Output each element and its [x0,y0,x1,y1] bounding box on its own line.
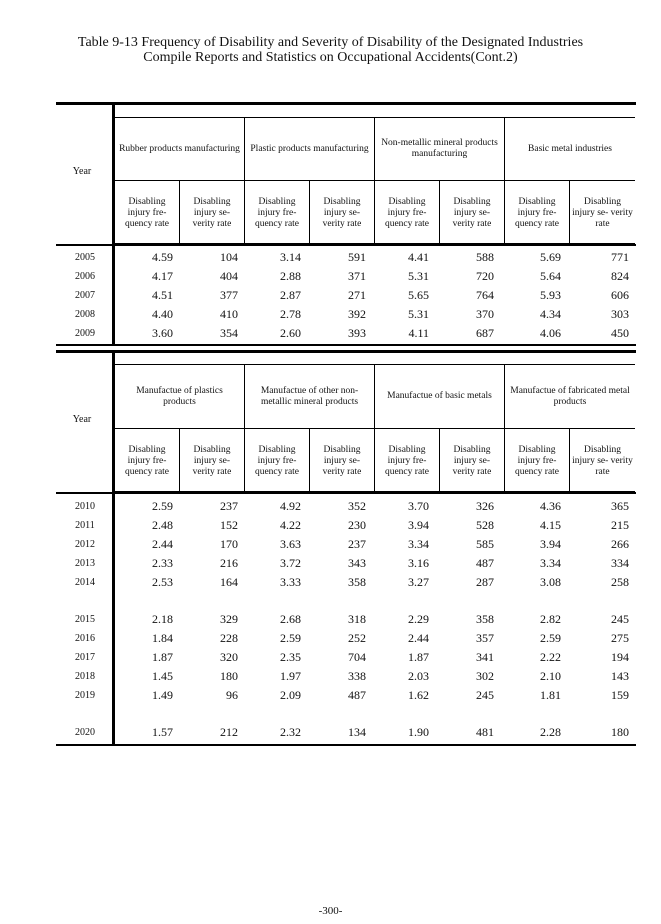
table-row [56,267,636,286]
frequency-rate-cell: 1.45 [152,669,173,683]
frequency-rate-cell: 3.94 [540,537,561,551]
severity-rate-cell: 104 [220,250,238,264]
frequency-rate-cell: 2.32 [280,725,301,739]
frequency-rate-cell: 2.28 [540,725,561,739]
frequency-rate-cell: 1.81 [540,688,561,702]
frequency-rate-cell: 4.36 [540,499,561,513]
header-rule [56,244,636,246]
severity-rate-cell: 245 [611,612,629,626]
frequency-rate-cell: 5.93 [540,288,561,302]
severity-rate-cell: 450 [611,326,629,340]
frequency-rate-cell: 2.53 [152,575,173,589]
year-cell: 2008 [75,309,95,320]
frequency-rate-cell: 2.68 [280,612,301,626]
frequency-rate-cell: 5.65 [408,288,429,302]
severity-rate-cell: 96 [226,688,238,702]
year-header: Year [72,166,92,177]
sev-header: Disabling injury se- verity rate [180,429,245,493]
frequency-rate-cell: 1.87 [408,650,429,664]
table-row [56,629,636,648]
year-cell: 2009 [75,328,95,339]
frequency-rate-cell: 3.60 [152,326,173,340]
table-row [56,648,636,667]
top-rule [56,102,636,105]
severity-rate-cell: 343 [348,556,366,570]
freq-header: Disabling injury fre- quency rate [115,181,180,245]
frequency-rate-cell: 3.33 [280,575,301,589]
frequency-rate-cell: 3.16 [408,556,429,570]
year-cell: 2012 [75,539,95,550]
frequency-rate-cell: 2.29 [408,612,429,626]
frequency-rate-cell: 2.22 [540,650,561,664]
year-cell: 2007 [75,290,95,301]
severity-rate-cell: 358 [348,575,366,589]
frequency-rate-cell: 2.44 [408,631,429,645]
severity-rate-cell: 357 [476,631,494,645]
frequency-rate-cell: 1.97 [280,669,301,683]
frequency-rate-cell: 2.18 [152,612,173,626]
frequency-rate-cell: 3.08 [540,575,561,589]
frequency-rate-cell: 2.59 [540,631,561,645]
frequency-rate-cell: 4.15 [540,518,561,532]
year-cell: 2019 [75,690,95,701]
frequency-rate-cell: 3.70 [408,499,429,513]
table-row [56,686,636,705]
table-row [56,535,636,554]
group-header: Basic metal industries [505,118,635,181]
severity-rate-cell: 215 [611,518,629,532]
group-header: Manufactue of fabricated metal products [505,365,635,429]
table-row [56,286,636,305]
severity-rate-cell: 194 [611,650,629,664]
severity-rate-cell: 687 [476,326,494,340]
group-header: Non-metallic mineral products manufacturing [375,118,505,181]
frequency-rate-cell: 3.27 [408,575,429,589]
frequency-rate-cell: 5.31 [408,269,429,283]
frequency-rate-cell: 2.60 [280,326,301,340]
severity-rate-cell: 487 [348,688,366,702]
sev-header: Disabling injury se- verity rate [180,181,245,245]
severity-rate-cell: 606 [611,288,629,302]
sev-header: Disabling injury se- verity rate [572,444,633,477]
sev-header: Disabling injury se- verity rate [440,181,505,245]
severity-rate-cell: 180 [611,725,629,739]
frequency-rate-cell: 5.31 [408,307,429,321]
group-header: Manufactue of plastics products [115,365,245,429]
frequency-rate-cell: 2.03 [408,669,429,683]
freq-header: Disabling injury fre- quency rate [115,429,180,493]
table-row [56,667,636,686]
year-cell: 2015 [75,614,95,625]
year-cell: 2020 [75,727,95,738]
frequency-rate-cell: 2.82 [540,612,561,626]
sev-header: Disabling injury se- verity rate [440,429,505,493]
severity-rate-cell: 764 [476,288,494,302]
severity-rate-cell: 370 [476,307,494,321]
year-header-2: Year [72,414,92,425]
sev-header: Disabling injury se- verity rate [310,429,375,493]
severity-rate-cell: 164 [220,575,238,589]
severity-rate-cell: 320 [220,650,238,664]
table-row [56,610,636,629]
group-header: Manufactue of basic metals [375,365,505,429]
severity-rate-cell: 326 [476,499,494,513]
severity-rate-cell: 170 [220,537,238,551]
frequency-rate-cell: 4.11 [408,326,429,340]
severity-rate-cell: 237 [348,537,366,551]
severity-rate-cell: 588 [476,250,494,264]
severity-rate-cell: 341 [476,650,494,664]
frequency-rate-cell: 1.57 [152,725,173,739]
severity-rate-cell: 143 [611,669,629,683]
severity-rate-cell: 358 [476,612,494,626]
severity-rate-cell: 252 [348,631,366,645]
frequency-rate-cell: 4.92 [280,499,301,513]
year-cell: 2018 [75,671,95,682]
severity-rate-cell: 352 [348,499,366,513]
frequency-rate-cell: 1.90 [408,725,429,739]
frequency-rate-cell: 3.63 [280,537,301,551]
year-cell: 2010 [75,501,95,512]
severity-rate-cell: 585 [476,537,494,551]
severity-rate-cell: 720 [476,269,494,283]
severity-rate-cell: 271 [348,288,366,302]
frequency-rate-cell: 2.09 [280,688,301,702]
severity-rate-cell: 230 [348,518,366,532]
year-cell: 2006 [75,271,95,282]
year-cell: 2017 [75,652,95,663]
table-title-line2: Compile Reports and Statistics on Occupational Accidents(Cont.2) [143,50,518,65]
severity-rate-cell: 771 [611,250,629,264]
frequency-rate-cell: 1.84 [152,631,173,645]
severity-rate-cell: 365 [611,499,629,513]
severity-rate-cell: 481 [476,725,494,739]
severity-rate-cell: 591 [348,250,366,264]
table-row [56,305,636,324]
frequency-rate-cell: 2.87 [280,288,301,302]
table-row [56,248,636,267]
sev-header: Disabling injury se- verity rate [310,181,375,245]
severity-rate-cell: 704 [348,650,366,664]
frequency-rate-cell: 2.59 [280,631,301,645]
year-cell: 2011 [75,520,95,531]
table2-body [56,497,636,742]
table-row [56,554,636,573]
severity-rate-cell: 275 [611,631,629,645]
severity-rate-cell: 216 [220,556,238,570]
severity-rate-cell: 266 [611,537,629,551]
frequency-rate-cell: 1.49 [152,688,173,702]
frequency-rate-cell: 2.33 [152,556,173,570]
top-rule-2 [56,350,636,353]
severity-rate-cell: 303 [611,307,629,321]
severity-rate-cell: 159 [611,688,629,702]
freq-header: Disabling injury fre- quency rate [375,429,440,493]
frequency-rate-cell: 4.34 [540,307,561,321]
severity-rate-cell: 228 [220,631,238,645]
frequency-rate-cell: 2.48 [152,518,173,532]
bottom-rule [56,744,636,746]
severity-rate-cell: 329 [220,612,238,626]
frequency-rate-cell: 5.69 [540,250,561,264]
section-rule [56,344,636,346]
severity-rate-cell: 404 [220,269,238,283]
freq-header: Disabling injury fre- quency rate [245,181,310,245]
frequency-rate-cell: 2.10 [540,669,561,683]
frequency-rate-cell: 4.22 [280,518,301,532]
severity-rate-cell: 392 [348,307,366,321]
year-cell: 2014 [75,577,95,588]
table-title-line1: Table 9-13 Frequency of Disability and Severity of Disability of the Designated Industries [77,35,584,50]
group-header: Rubber products manufacturing [115,118,245,181]
frequency-rate-cell: 2.59 [152,499,173,513]
frequency-rate-cell: 3.14 [280,250,301,264]
freq-header: Disabling injury fre- quency rate [505,429,570,493]
table1-body [56,248,636,343]
group-header: Plastic products manufacturing [245,118,375,181]
frequency-rate-cell: 4.17 [152,269,173,283]
severity-rate-cell: 134 [348,725,366,739]
frequency-rate-cell: 4.06 [540,326,561,340]
frequency-rate-cell: 4.51 [152,288,173,302]
header-rule-2 [56,492,636,494]
page-number: -300- [318,905,343,917]
freq-header: Disabling injury fre- quency rate [375,181,440,245]
severity-rate-cell: 354 [220,326,238,340]
table-row [56,573,636,592]
table1-header [114,117,635,244]
freq-header: Disabling injury fre- quency rate [505,181,570,245]
frequency-rate-cell: 4.59 [152,250,173,264]
severity-rate-cell: 180 [220,669,238,683]
frequency-rate-cell: 3.34 [408,537,429,551]
table-row [56,497,636,516]
year-cell: 2016 [75,633,95,644]
severity-rate-cell: 287 [476,575,494,589]
severity-rate-cell: 377 [220,288,238,302]
frequency-rate-cell: 5.64 [540,269,561,283]
sev-header: Disabling injury se- verity rate [572,196,633,229]
freq-header: Disabling injury fre- quency rate [245,429,310,493]
severity-rate-cell: 334 [611,556,629,570]
frequency-rate-cell: 4.41 [408,250,429,264]
table-row [56,324,636,343]
severity-rate-cell: 318 [348,612,366,626]
severity-rate-cell: 258 [611,575,629,589]
frequency-rate-cell: 3.34 [540,556,561,570]
year-cell: 2005 [75,252,95,263]
frequency-rate-cell: 2.88 [280,269,301,283]
frequency-rate-cell: 1.87 [152,650,173,664]
group-header: Manufactue of other non- metallic mineral products [245,365,375,429]
frequency-rate-cell: 3.72 [280,556,301,570]
severity-rate-cell: 338 [348,669,366,683]
frequency-rate-cell: 3.94 [408,518,429,532]
severity-rate-cell: 371 [348,269,366,283]
frequency-rate-cell: 4.40 [152,307,173,321]
severity-rate-cell: 487 [476,556,494,570]
frequency-rate-cell: 2.44 [152,537,173,551]
frequency-rate-cell: 2.35 [280,650,301,664]
table2-header [114,364,635,492]
severity-rate-cell: 237 [220,499,238,513]
severity-rate-cell: 528 [476,518,494,532]
severity-rate-cell: 393 [348,326,366,340]
severity-rate-cell: 152 [220,518,238,532]
severity-rate-cell: 302 [476,669,494,683]
table-row [56,516,636,535]
frequency-rate-cell: 1.62 [408,688,429,702]
severity-rate-cell: 245 [476,688,494,702]
severity-rate-cell: 824 [611,269,629,283]
year-cell: 2013 [75,558,95,569]
severity-rate-cell: 212 [220,725,238,739]
frequency-rate-cell: 2.78 [280,307,301,321]
severity-rate-cell: 410 [220,307,238,321]
table-row [56,723,636,742]
